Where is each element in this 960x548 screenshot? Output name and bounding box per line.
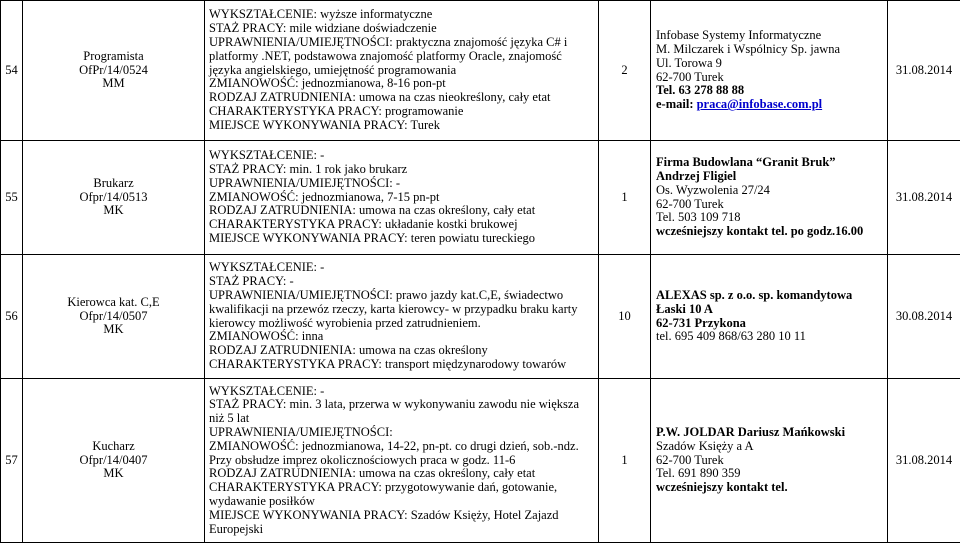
deadline-date: 31.08.2014 <box>888 1 960 141</box>
requirements-cell <box>205 141 599 255</box>
employer-phone: tel. 695 409 868/63 280 10 11 <box>656 329 806 344</box>
employer-name: Infobase Systemy Informatyczne <box>656 28 822 43</box>
employer-address: Szadów Księży a A <box>656 438 754 453</box>
employer-owner: Andrzej Fligiel <box>656 168 737 183</box>
clerk-initials: MK <box>103 203 124 218</box>
req-line: MIEJSCE WYKONYWANIA PRACY: Turek <box>209 117 440 132</box>
req-line: UPRAWNIENIA/UMIEJĘTNOŚCI: praktyczna znajomość języka C# i platformy .NET, podstawowa znajomość platformy Oracle, znajomość języka angielskiego, umiejętność programowania <box>209 35 568 77</box>
position-cell <box>23 379 205 543</box>
table-row <box>1 379 960 543</box>
employer-address: Łaski 10 A <box>656 301 713 316</box>
contact-note: wcześniejszy kontakt tel. po godz.16.00 <box>656 224 864 239</box>
req-line: RODZAJ ZATRUDNIENIA: umowa na czas określony, cały etat <box>209 203 536 218</box>
position-cell <box>23 1 205 141</box>
req-line: RODZAJ ZATRUDNIENIA: umowa na czas określony <box>209 343 488 358</box>
table-row <box>1 141 960 255</box>
req-line: ZMIANOWOŚĆ: jednozmianowa, 7-15 pn-pt <box>209 189 440 204</box>
req-line: CHARAKTERYSTYKA PRACY: przygotowywanie dań, gotowanie, wydawanie posiłków <box>209 480 558 508</box>
req-line: STAŻ PRACY: min. 1 rok jako brukarz <box>209 162 408 176</box>
position-cell <box>23 141 205 255</box>
employer-cell <box>651 141 888 255</box>
employer-city: 62-700 Turek <box>656 69 724 84</box>
req-line: WYKSZTAŁCENIE: - <box>209 383 325 398</box>
table-row <box>1 255 960 379</box>
req-line: ZMIANOWOŚĆ: inna <box>209 329 324 344</box>
employer-phone: Tel. 503 109 718 <box>656 210 741 225</box>
offer-code: OfPr/14/0524 <box>79 62 148 77</box>
row-number: 57 <box>1 379 23 543</box>
req-line: ZMIANOWOŚĆ: jednozmianowa, 8-16 pon-pt <box>209 76 446 91</box>
req-line: WYKSZTAŁCENIE: - <box>209 260 325 275</box>
clerk-initials: MK <box>103 322 124 337</box>
employer-city: 62-700 Turek <box>656 452 724 467</box>
employer-address: Ul. Torowa 9 <box>656 55 722 70</box>
position-title: Brukarz <box>93 175 134 190</box>
req-line: UPRAWNIENIA/UMIEJĘTNOŚCI: - <box>209 175 401 190</box>
req-line: MIEJSCE WYKONYWANIA PRACY: Szadów Księży, Hotel Zajazd Europejski <box>209 507 559 536</box>
row-number: 55 <box>1 141 23 255</box>
employer-name: Firma Budowlana “Granit Bruk” <box>656 155 836 170</box>
employer-name: ALEXAS sp. z o.o. sp. komandytowa <box>656 287 853 302</box>
vacancy-count: 1 <box>599 379 651 543</box>
position-title: Kucharz <box>92 438 135 453</box>
offer-code: Ofpr/14/0513 <box>79 189 148 204</box>
req-line: CHARAKTERYSTYKA PRACY: programowanie <box>209 103 464 118</box>
employer-city: 62-700 Turek <box>656 196 724 211</box>
employer-phone: Tel. 691 890 359 <box>656 466 741 481</box>
deadline-date: 31.08.2014 <box>888 141 960 255</box>
req-line: UPRAWNIENIA/UMIEJĘTNOŚCI: prawo jazdy kat.C,E, świadectwo kwalifikacji na przewóz rzeczy, karta kierowcy- w przypadku braku karty kierowcy możliwość wyrobienia przed zatrudnieniem. <box>209 287 578 330</box>
position-cell <box>23 255 205 379</box>
req-line: CHARAKTERYSTYKA PRACY: układanie kostki brukowej <box>209 217 518 232</box>
employer-name: P.W. JOLDAR Dariusz Mańkowski <box>656 425 846 439</box>
table-row <box>1 1 960 141</box>
vacancy-count: 1 <box>599 141 651 255</box>
contact-note: wcześniejszy kontakt tel. <box>656 480 788 495</box>
req-line: WYKSZTAŁCENIE: - <box>209 148 325 163</box>
req-line: WYKSZTAŁCENIE: wyższe informatyczne <box>209 7 433 22</box>
req-line: CHARAKTERYSTYKA PRACY: transport międzynarodowy towarów <box>209 356 567 371</box>
req-line: RODZAJ ZATRUDNIENIA: umowa na czas nieokreślony, cały etat <box>209 90 551 105</box>
position-title: Programista <box>83 48 144 63</box>
deadline-date: 30.08.2014 <box>888 255 960 379</box>
employer-email-line: e-mail: praca@infobase.com.pl <box>656 97 823 112</box>
requirements-cell <box>205 379 599 543</box>
requirements-cell <box>205 1 599 141</box>
row-number: 56 <box>1 255 23 379</box>
vacancy-count: 10 <box>599 255 651 379</box>
deadline-date: 31.08.2014 <box>888 379 960 543</box>
req-line: ZMIANOWOŚĆ: jednozmianowa, 14-22, pn-pt. co drugi dzień, sob.-ndz. Przy obsłudze imprez okolicznościowych praca w godz. 11-6 <box>209 438 579 467</box>
requirements-cell <box>205 255 599 379</box>
vacancy-count: 2 <box>599 1 651 141</box>
employer-line: M. Milczarek i Wspólnicy Sp. jawna <box>656 41 841 56</box>
clerk-initials: MK <box>103 466 124 481</box>
req-line: UPRAWNIENIA/UMIEJĘTNOŚCI: <box>209 425 393 439</box>
email-link[interactable]: praca@infobase.com.pl <box>696 97 823 112</box>
req-line: STAŻ PRACY: mile widziane doświadczenie <box>209 21 437 36</box>
req-line: STAŻ PRACY: min. 3 lata, przerwa w wykonywaniu zawodu nie większa niż 5 lat <box>209 397 580 426</box>
req-line: RODZAJ ZATRUDNIENIA: umowa na czas określony, cały etat <box>209 466 536 481</box>
employer-cell <box>651 379 888 543</box>
row-number: 54 <box>1 1 23 141</box>
clerk-initials: MM <box>102 76 125 91</box>
employer-address: Os. Wyzwolenia 27/24 <box>656 182 770 197</box>
position-title: Kierowca kat. C,E <box>67 294 160 309</box>
employer-phone: Tel. 63 278 88 88 <box>656 83 745 98</box>
employer-cell <box>651 1 888 141</box>
employer-cell <box>651 255 888 379</box>
employer-city: 62-731 Przykona <box>656 315 746 330</box>
offer-code: Ofpr/14/0507 <box>79 308 148 323</box>
req-line: MIEJSCE WYKONYWANIA PRACY: teren powiatu tureckiego <box>209 230 536 245</box>
req-line: STAŻ PRACY: - <box>209 274 294 289</box>
offer-code: Ofpr/14/0407 <box>79 452 148 467</box>
